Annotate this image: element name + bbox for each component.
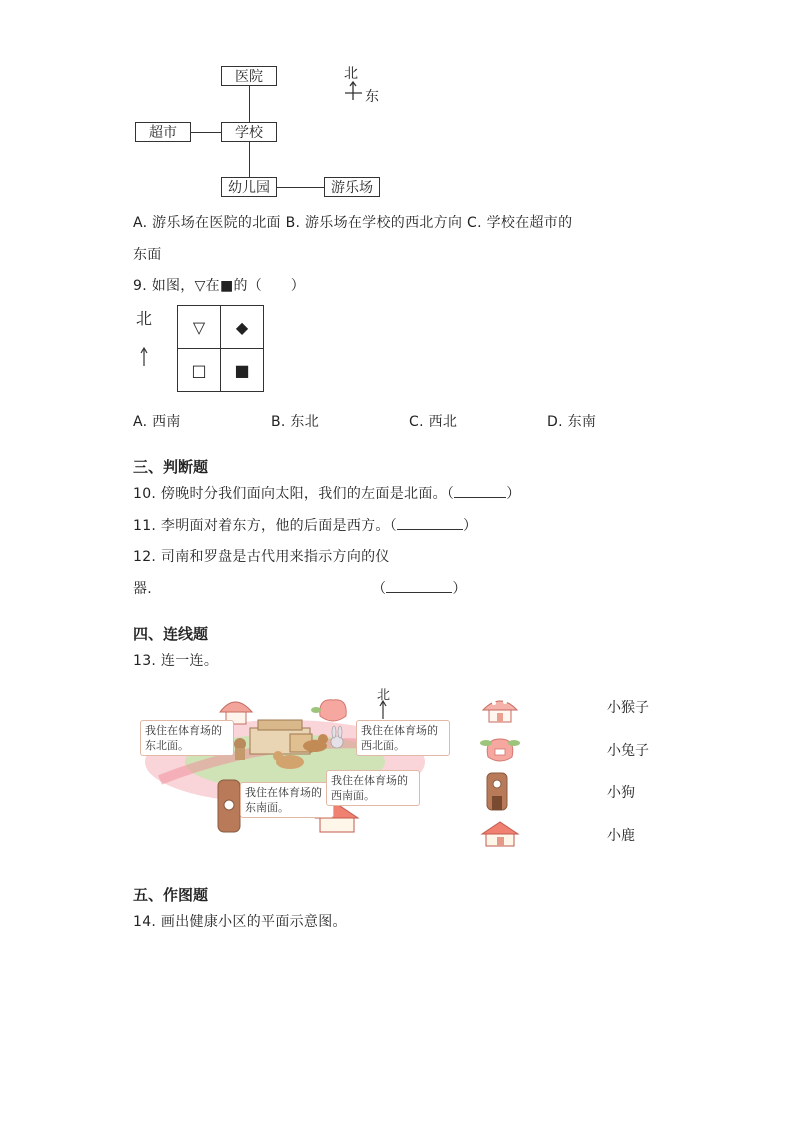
compass-arrow-icon xyxy=(342,80,366,102)
q12-line2: 器. xyxy=(133,581,153,597)
q12-answer-blank[interactable] xyxy=(386,578,452,593)
grid-cell-triangle: ▽ xyxy=(177,305,221,349)
q11-text: 11. 李明面对着东方，他的后面是西方。（ xyxy=(133,518,398,534)
q13: 13. 连一连。 xyxy=(133,653,219,669)
q12-answer xyxy=(372,578,467,598)
mushroom-house-icon xyxy=(480,694,520,724)
q9-option-d: D. 东南 xyxy=(547,414,597,430)
speech-bubble-southwest: 我住在体育场的西南面。 xyxy=(326,770,420,806)
section-5-title: 五、作图题 xyxy=(133,886,209,904)
map-connector xyxy=(249,86,250,122)
q11-paren: ） xyxy=(463,518,478,534)
animal-name-dog: 小狗 xyxy=(607,785,635,801)
compass-north-label: 北 xyxy=(344,66,358,82)
q9-option-a: A. 西南 xyxy=(133,414,181,430)
peach-house-icon xyxy=(480,733,520,765)
cottage-icon xyxy=(480,820,520,848)
map-connector xyxy=(277,187,324,188)
q9-option-b: B. 东北 xyxy=(271,414,320,430)
grid-cell-diamond: ◆ xyxy=(220,305,264,349)
place-kindergarten: 幼儿园 xyxy=(221,177,277,197)
compass-east-label: 东 xyxy=(365,89,379,105)
place-school: 学校 xyxy=(221,122,277,142)
grid-cell-open-square: □ xyxy=(177,348,221,392)
q8-options-line1: A. 游乐场在医院的北面 B. 游乐场在学校的西北方向 C. 学校在超市的 xyxy=(133,215,573,231)
animal-name-deer: 小鹿 xyxy=(607,828,635,844)
place-playground: 游乐场 xyxy=(324,177,380,197)
q11 xyxy=(133,515,477,535)
place-hospital: 医院 xyxy=(221,66,277,86)
q10-answer-blank[interactable] xyxy=(454,483,506,498)
q12-open-paren: （ xyxy=(372,581,387,597)
map-connector xyxy=(249,142,250,177)
q10-paren: ） xyxy=(506,486,521,502)
q9-north-label: 北 xyxy=(136,309,153,328)
q12-close-paren: ） xyxy=(452,581,467,597)
grid-cell-filled-square: ■ xyxy=(220,348,264,392)
map-connector xyxy=(191,132,221,133)
north-arrow-icon xyxy=(139,346,149,368)
animal-name-monkey: 小猴子 xyxy=(607,700,649,716)
q12-line1: 12. 司南和罗盘是古代用来指示方向的仪 xyxy=(133,549,390,565)
q11-answer-blank[interactable] xyxy=(397,515,463,530)
section-4-title: 四、连线题 xyxy=(133,625,209,643)
section-3-title: 三、判断题 xyxy=(133,458,209,476)
place-supermarket: 超市 xyxy=(135,122,191,142)
q9-option-c: C. 西北 xyxy=(409,414,458,430)
speech-bubble-northwest: 我住在体育场的西北面。 xyxy=(356,720,450,756)
q8-options-line2: 东面 xyxy=(133,247,162,263)
animal-name-rabbit: 小兔子 xyxy=(607,743,649,759)
north-arrow-icon xyxy=(378,699,388,721)
q10 xyxy=(133,483,521,503)
q10-text: 10. 傍晚时分我们面向太阳，我们的左面是北面。（ xyxy=(133,486,455,502)
scene-north-label: 北 xyxy=(377,688,391,703)
tree-house-icon xyxy=(482,770,512,812)
q14: 14. 画出健康小区的平面示意图。 xyxy=(133,914,347,930)
q9-stem: 9. 如图，▽在■的（ ） xyxy=(133,278,306,294)
speech-bubble-northeast: 我住在体育场的东北面。 xyxy=(140,720,234,756)
speech-bubble-southeast: 我住在体育场的东南面。 xyxy=(240,782,334,818)
